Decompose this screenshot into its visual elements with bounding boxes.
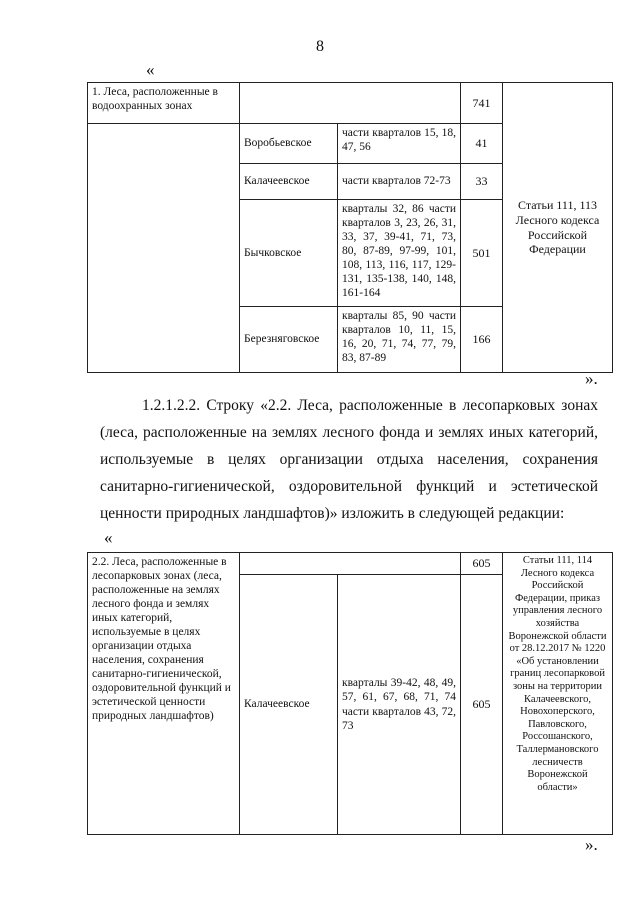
page-number: 8 <box>316 38 324 55</box>
quarters-cell: кварталы 39-42, 48, 49, 57, 61, 67, 68, 71, 74 части кварталов 43, 72, 73 <box>338 575 461 835</box>
paragraph-line: ценности природных ландшафтов)» изложить в следующей редакции: <box>100 505 565 522</box>
paragraph-line: 1.2.1.2.2. Строку «2.2. Леса, расположенные в лесопарковых зонах <box>142 397 598 414</box>
area-cell: 41 <box>461 124 503 164</box>
forest-table-2 <box>87 552 613 835</box>
legal-basis-cell: Статьи 111, 113 Лесного кодекса Российской Федерации <box>503 83 613 373</box>
area-cell: 501 <box>461 200 503 307</box>
legal-basis-cell: Статьи 111, 114 Лесного кодекса Российской Федерации, приказ управления лесного хозяйства Воронежской области от 28.12.2017 № 1220 «Об установлении границ лесопарковой зоны на территории Калачеевского, Новохоперского, Павловского, Россошанского, Таллермановского лесничеств Воронежской области» <box>503 553 613 835</box>
table-row <box>88 553 613 575</box>
forest-table-1 <box>87 82 613 373</box>
close-quote-1: ». <box>585 369 598 388</box>
total-area-cell: 605 <box>461 553 503 575</box>
area-cell: 166 <box>461 307 503 373</box>
area-cell: 605 <box>461 575 503 835</box>
empty-cell <box>240 83 461 124</box>
forestry-cell: Березняговское <box>240 307 338 373</box>
forestry-cell: Калачеевское <box>240 164 338 200</box>
amendment-paragraph <box>100 392 598 527</box>
open-quote-1: « <box>146 60 155 79</box>
open-quote-2: « <box>104 528 113 547</box>
forestry-cell: Бычковское <box>240 200 338 307</box>
paragraph-line: (леса, расположенные на землях лесного фонда и землях иных категорий, <box>100 424 598 441</box>
close-quote-2: ». <box>585 835 598 854</box>
table-row <box>88 83 613 124</box>
empty-cell <box>88 124 240 373</box>
paragraph-line: используемые в целях организации отдыха населения, сохранения <box>100 451 598 468</box>
paragraph-line: санитарно-гигиенической, оздоровительной функций и эстетической <box>100 478 598 495</box>
empty-cell <box>240 553 461 575</box>
category-cell: 1. Леса, расположенные в водоохранных зонах <box>88 83 240 124</box>
quarters-cell: кварталы 85, 90 части кварталов 10, 11, 15, 16, 20, 71, 74, 77, 79, 83, 87-89 <box>338 307 461 373</box>
area-cell: 741 <box>461 83 503 124</box>
quarters-cell: части кварталов 15, 18, 47, 56 <box>338 124 461 164</box>
forestry-cell: Воробьевское <box>240 124 338 164</box>
forestry-cell: Калачеевское <box>240 575 338 835</box>
quarters-cell: части кварталов 72-73 <box>338 164 461 200</box>
area-cell: 33 <box>461 164 503 200</box>
quarters-cell: кварталы 32, 86 части кварталов 3, 23, 26, 31, 33, 37, 39-41, 71, 73, 80, 87-89, 97-99, 101, 108, 113, 116, 117, 129-131, 135-138, 140, 148, 161-164 <box>338 200 461 307</box>
category-cell: 2.2. Леса, расположенные в лесопарковых зонах (леса, расположенные на землях лесного фонда и землях иных категорий, используемые в целях организации отдыха населения, сохранения санитарно-гигиенической, оздоровительной функций и эстетической ценности природных ландшафтов) <box>88 553 240 835</box>
